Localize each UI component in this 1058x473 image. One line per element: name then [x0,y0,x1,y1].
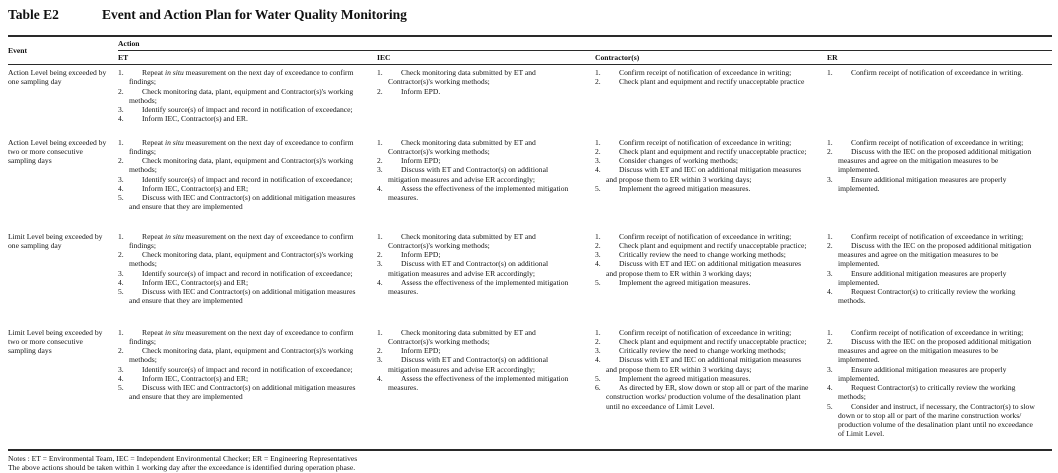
notes-abbreviations: Notes : ET = Environmental Team, IEC = Independent Environmental Checker; ER = Engineering Representatives [8,453,358,463]
action-item: 4. Discuss with ET and IEC on additional mitigation measures and propose them to ER within 3 working days; [595,355,802,374]
action-item: 2. Check plant and equipment and rectify unacceptable practice; [595,240,807,250]
iec-actions-cell [377,135,595,229]
action-item: 5. Implement the agreed mitigation measures. [595,373,751,383]
action-item: 2. Inform EPD. [377,86,441,96]
action-item: 4. Request Contractor(s) to critically review the working methods. [827,287,1016,306]
action-item: 5. Discuss with IEC and Contractor(s) on additional mitigation measures and ensure that they are implemented [118,287,356,306]
action-item: 2. Discuss with the IEC on the proposed additional mitigation measures and agree on the mitigation measures to be implemented. [827,336,1032,365]
event-cell: Limit Level being exceeded by one sampling day [8,231,103,250]
action-item: 1. Confirm receipt of notification of exceedance in writing; [595,231,792,241]
action-item: 5. Discuss with IEC and Contractor(s) on additional mitigation measures and ensure that they are implemented [118,383,356,402]
table-notes [8,454,1052,473]
event-cell: Action Level being exceeded by one sampling day [8,68,107,87]
action-item: 5. Implement the agreed mitigation measures. [595,183,751,193]
action-item: 3. Ensure additional mitigation measures are properly implemented. [827,268,1007,287]
action-item: 3. Identify source(s) of impact and record in notification of exceedance; [118,268,353,278]
action-item: 3. Critically review the need to change working methods; [595,346,786,355]
action-item: 2. Check plant and equipment and rectify unacceptable practice [595,77,805,87]
action-item: 1. Repeat in situ measurement on the next day of exceedance to confirm findings; [118,137,354,156]
action-item: 4. Request Contractor(s) to critically review the working methods; [827,383,1016,402]
action-item: 3. Critically review the need to change working methods; [595,250,786,259]
action-item: 4. Discuss with ET and IEC on additional mitigation measures and propose them to ER within 3 working days; [595,165,802,184]
column-header-contractor: Contractor(s) [595,51,827,65]
action-item: 2. Check monitoring data, plant, equipment and Contractor(s)'s working methods; [118,156,354,175]
table-number-label: Table E2 [8,7,59,22]
iec-actions-cell [377,229,595,325]
action-item: 5. Implement the agreed mitigation measures. [595,277,751,287]
table-row [8,325,1052,450]
event-action-plan-table [8,35,1052,451]
action-item: 3. Identify source(s) of impact and record in notification of exceedance; [118,364,353,374]
action-item: 2. Discuss with the IEC on the proposed additional mitigation measures and agree on the mitigation measures to be implemented. [827,146,1032,175]
action-item: 1. Repeat in situ measurement on the next day of exceedance to confirm findings; [118,231,354,250]
table-row [8,135,1052,229]
action-item: 1. Check monitoring data submitted by ET and Contractor(s)'s working methods; [377,68,536,87]
notes-timing: The above actions should be taken within 1 working day after the exceedance is identified during operation phase. [8,462,356,472]
action-item: 2. Check monitoring data, plant, equipment and Contractor(s)'s working methods; [118,250,354,269]
action-item: 1. Confirm receipt of notification of exceedance in writing; [827,327,1024,337]
action-item: 2. Check monitoring data, plant, equipment and Contractor(s)'s working methods; [118,86,354,105]
action-item: 4. Inform IEC, Contractor(s) and ER; [118,373,249,383]
action-item: 4. Assess the effectiveness of the implemented mitigation measures. [377,373,569,392]
action-item: 1. Confirm receipt of notification of exceedance in writing; [827,137,1024,147]
action-item: 4. Assess the effectiveness of the implemented mitigation measures. [377,277,569,296]
er-actions-cell [827,65,1052,135]
action-item: 1. Confirm receipt of notification of exceedance in writing; [827,231,1024,241]
action-item: 1. Confirm receipt of notification of exceedance in writing; [595,137,792,147]
event-cell: Action Level being exceeded by two or more consecutive sampling days [8,137,107,165]
column-header-event: Event [8,36,118,65]
action-item: 1. Repeat in situ measurement on the next day of exceedance to confirm findings; [118,327,354,346]
action-item: 4. Inform IEC, Contractor(s) and ER; [118,183,249,193]
action-item: 1. Check monitoring data submitted by ET and Contractor(s)'s working methods; [377,327,536,346]
et-actions-cell [118,325,377,450]
et-actions-cell [118,65,377,135]
et-actions-cell [118,135,377,229]
action-item: 1. Confirm receipt of notification of exceedance in writing; [595,68,792,77]
table-title-row [8,7,1052,23]
action-item: 5. Discuss with IEC and Contractor(s) on additional mitigation measures and ensure that they are implemented [118,193,356,212]
action-item: 4. Inform IEC, Contractor(s) and ER. [118,114,248,124]
action-item: 1. Repeat in situ measurement on the next day of exceedance to confirm findings; [118,68,354,87]
action-item: 2. Check monitoring data, plant, equipment and Contractor(s)'s working methods; [118,346,354,365]
column-header-iec: IEC [377,51,595,65]
contractor-actions-cell [595,229,827,325]
action-item: 3. Identify source(s) of impact and record in notification of exceedance; [118,105,353,114]
action-item: 4. Discuss with ET and IEC on additional mitigation measures and propose them to ER within 3 working days; [595,259,802,278]
action-item: 3. Consider changes of working methods; [595,156,738,165]
action-item: 3. Discuss with ET and Contractor(s) on additional mitigation measures and advise ER accordingly; [377,355,549,374]
et-actions-cell [118,229,377,325]
action-item: 3. Ensure additional mitigation measures are properly implemented. [827,174,1007,193]
action-item: 2. Inform EPD; [377,156,441,165]
table-row [8,229,1052,325]
action-item: 4. Assess the effectiveness of the implemented mitigation measures. [377,183,569,202]
action-item: 2. Check plant and equipment and rectify unacceptable practice; [595,336,807,346]
action-item: 1. Check monitoring data submitted by ET and Contractor(s)'s working methods; [377,231,536,250]
column-header-action: Action [118,36,1052,51]
page-title: Event and Action Plan for Water Quality Monitoring [102,7,407,22]
action-item: 3. Discuss with ET and Contractor(s) on additional mitigation measures and advise ER accordingly; [377,165,549,184]
column-header-er: ER [827,51,1052,65]
er-actions-cell [827,229,1052,325]
action-item: 3. Identify source(s) of impact and record in notification of exceedance; [118,174,353,184]
action-item: 2. Inform EPD; [377,346,441,355]
contractor-actions-cell [595,135,827,229]
action-item: 2. Check plant and equipment and rectify unacceptable practice; [595,146,807,156]
action-item: 1. Confirm receipt of notification of exceedance in writing; [595,327,792,337]
action-item: 5. Consider and instruct, if necessary, the Contractor(s) to slow down or to stop all or part of the marine construction works/ production volume of the desalination plant until no exceedance of Limit Level. [827,401,1035,439]
action-item: 2. Inform EPD; [377,250,441,259]
iec-actions-cell [377,325,595,450]
contractor-actions-cell [595,325,827,450]
iec-actions-cell [377,65,595,135]
contractor-actions-cell [595,65,827,135]
action-item: 3. Ensure additional mitigation measures are properly implemented. [827,364,1007,383]
table-row [8,65,1052,135]
er-actions-cell [827,135,1052,229]
action-item: 6. As directed by ER, slow down or stop all or part of the marine construction works/ production volume of the desalination plant until no exceedance of Limit Level. [595,383,809,411]
action-item: 1. Confirm receipt of notification of exceedance in writing. [827,68,1024,77]
action-item: 2. Discuss with the IEC on the proposed additional mitigation measures and agree on the mitigation measures to be implemented. [827,240,1032,269]
action-item: 3. Discuss with ET and Contractor(s) on additional mitigation measures and advise ER accordingly; [377,259,549,278]
er-actions-cell [827,325,1052,450]
event-cell: Limit Level being exceeded by two or more consecutive sampling days [8,327,103,355]
column-header-et: ET [118,51,377,65]
action-item: 4. Inform IEC, Contractor(s) and ER; [118,277,249,287]
action-item: 1. Check monitoring data submitted by ET and Contractor(s)'s working methods; [377,137,536,156]
